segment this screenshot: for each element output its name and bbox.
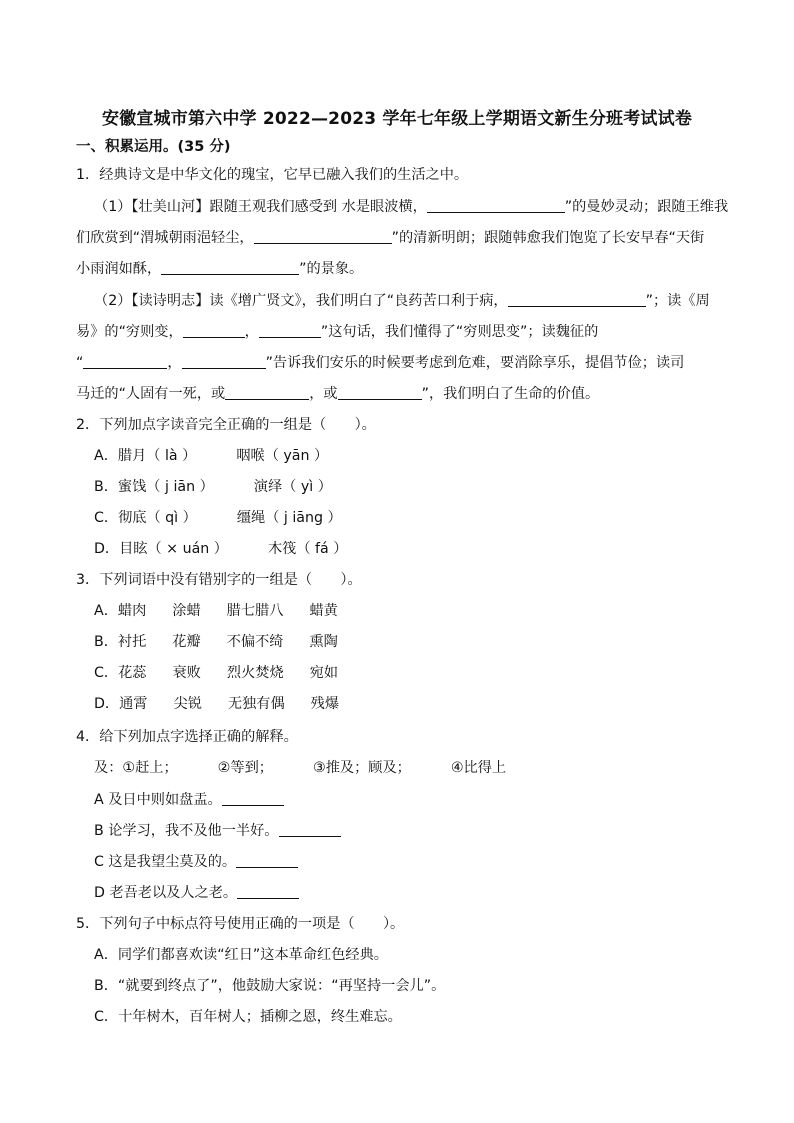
q1-part2-line1: （2）【读诗明志】读《增广贤文》，我们明白了“良药苦口利于病， ”；读《周 [94,293,710,309]
q2-option-b[interactable]: B．蜜饯（ j iān ） 演绎（ yì ） [94,479,332,495]
q1-part2-line2: 易》的“穷则变， ， ”这句话，我们懂得了“穷则思变”；读魏征的 [76,324,599,340]
q1-part1-line1: （1）【壮美山河】跟随王观我们感受到 水是眼波横， ”的曼妙灵动；跟随王维我 [94,199,729,215]
q2-option-d[interactable]: D．目眩（ × uán ） 木筏（ fá ） [94,541,348,557]
answer-blank[interactable] [237,884,299,899]
answer-blank[interactable] [236,853,298,868]
question-1-stem: 1．经典诗文是中华文化的瑰宝，它早已融入我们的生活之中。 [76,167,469,183]
question-2-stem: 2．下列加点字读音完全正确的一组是（ ）。 [76,417,376,433]
answer-blank[interactable] [427,198,565,213]
answer-blank[interactable] [259,323,321,338]
q4-item-a: A 及日中则如盘盂。 [94,789,744,811]
q4-definitions: 及：①赶上； ②等到； ③推及；顾及； ④比得上 [94,760,507,776]
q4-item-b: B 论学习，我不及他一半好。 [94,820,744,842]
answer-blank[interactable] [254,229,392,244]
q2-option-a[interactable]: A．腊月（ là ） 咽喉（ yān ） [94,448,329,464]
question-5-stem: 5．下列句子中标点符号使用正确的一项是（ ）。 [76,916,405,932]
answer-blank[interactable] [182,354,266,369]
q3-option-c[interactable]: C．花蕊 衰败 烈火焚烧 宛如 [94,665,339,681]
question-3-stem: 3．下列词语中没有错别字的一组是（ ）。 [76,572,362,588]
answer-blank[interactable] [508,292,646,307]
q3-option-d[interactable]: D．通霄 尖锐 无独有偶 残爆 [94,696,340,712]
answer-blank[interactable] [225,385,309,400]
q1-part2-line4: 马迁的“人固有一死，或 ，或 ”，我们明白了生命的价值。 [76,386,600,402]
q1-part1-line2: 们欣赏到“渭城朝雨浥轻尘， ”的清新明朗；跟随韩愈我们饱览了长安早春“天街 [76,230,705,246]
question-4-stem: 4．给下列加点字选择正确的解释。 [76,729,298,745]
q3-option-b[interactable]: B．衬托 花瓣 不偏不绮 熏陶 [94,634,338,650]
exam-title: 安徽宣城市第六中学 2022—2023 学年七年级上学期语文新生分班考试试卷 [101,109,693,129]
q4-item-d: D 老吾老以及人之老。 [94,882,744,904]
q2-option-c[interactable]: C．彻底（ qì ） 缰绳（ j iāng ） [94,510,342,526]
q5-option-c[interactable]: C．十年树木，百年树人；插柳之恩，终生难忘。 [94,1009,402,1025]
q3-option-a[interactable]: A．蜡肉 涂蜡 腊七腊八 蜡黄 [94,603,338,619]
q5-option-b[interactable]: B．“就要到终点了”，他鼓励大家说：“再坚持一会儿”。 [94,978,446,994]
section-heading: 一、积累运用。(35 分) [76,139,231,155]
answer-blank[interactable] [183,323,245,338]
q4-item-c: C 这是我望尘莫及的。 [94,851,744,873]
answer-blank[interactable] [222,791,284,806]
q1-part2-line3: “ ， ”告诉我们安乐的时候要考虑到危难，要消除享乐，提倡节俭；读司 [76,355,685,371]
answer-blank[interactable] [279,822,341,837]
answer-blank[interactable] [161,260,299,275]
q1-part1-line3: 小雨润如酥， ”的景象。 [76,261,364,277]
answer-blank[interactable] [83,354,167,369]
answer-blank[interactable] [338,385,422,400]
q5-option-a[interactable]: A．同学们都喜欢读“红日”这本革命红色经典。 [94,947,388,963]
